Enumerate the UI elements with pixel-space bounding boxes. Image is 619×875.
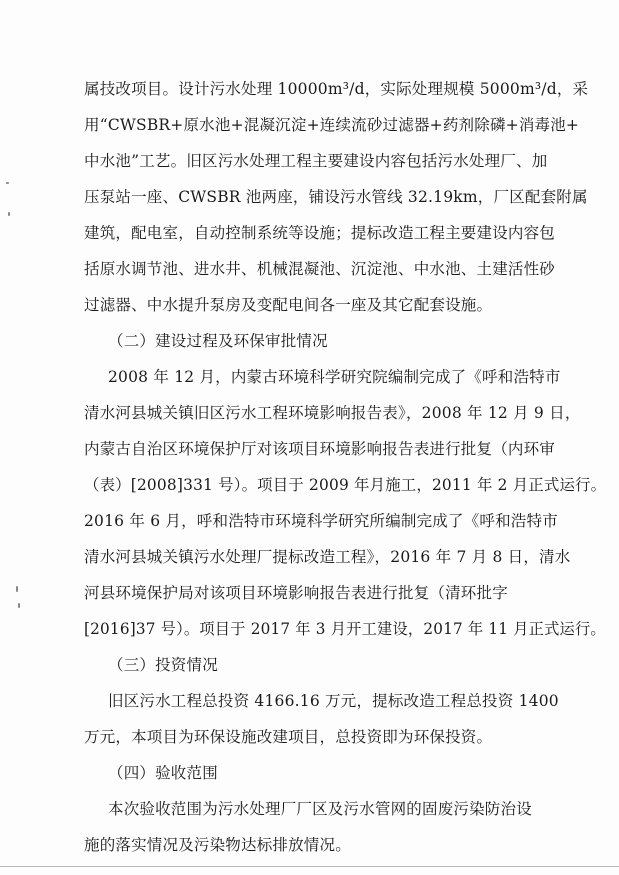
paragraph-line: 清水河县城关镇旧区污水工程环境影响报告表》，2008 年 12 月 9 日，: [84, 404, 581, 422]
scan-mark: [8, 212, 10, 216]
paragraph-line: 压泵站一座、CWSBR 池两座，铺设污水管线 32.19km，厂区配套附属: [84, 188, 588, 206]
section-heading: （三）投资情况: [108, 656, 218, 674]
scan-mark: [6, 182, 9, 184]
paragraph-line: 中水池”工艺。旧区污水处理工程主要建设内容包括污水处理厂、加: [84, 152, 548, 170]
paragraph-line: 清水河县城关镇污水处理厂提标改造工程》，2016 年 7 月 8 日，清水: [84, 548, 571, 566]
paragraph-line: 用“CWSBR+原水池+混凝沉淀+连续流砂过滤器+药剂除磷+消毒池+: [84, 116, 580, 134]
paragraph-line: 2016 年 6 月，呼和浩特市环境科学研究所编制完成了《呼和浩特市: [84, 512, 558, 530]
paragraph-line: 施的落实情况及污染物达标排放情况。: [84, 836, 351, 854]
page-bottom-edge: [0, 866, 619, 867]
paragraph-line: 括原水调节池、进水井、机械混凝池、沉淀池、中水池、土建活性砂: [84, 260, 556, 278]
scan-mark: [18, 603, 20, 608]
paragraph-line: （表）[2008]331 号）。项目于 2009 年月施工，2011 年 2 月正式运行。: [84, 476, 607, 494]
paragraph-line: 旧区污水工程总投资 4166.16 万元，提标改造工程总投资 1400: [108, 692, 559, 710]
section-heading: （四）验收范围: [108, 764, 218, 782]
paragraph-line: 过滤器、中水提升泵房及变配电间各一座及其它配套设施。: [84, 296, 493, 314]
paragraph-line: [2016]37 号）。项目于 2017 年 3 月开工建设，2017 年 11 月正式运行。: [84, 620, 606, 638]
paragraph-line: 河县环境保护局对该项目环境影响报告表进行批复（清环批字: [84, 584, 508, 602]
section-heading: （二）建设过程及环保审批情况: [108, 332, 328, 350]
scan-mark: [16, 586, 18, 592]
paragraph-line: 属技改项目。设计污水处理 10000m³/d，实际处理规模 5000m³/d，采: [84, 80, 589, 98]
paragraph-line: 2008 年 12 月，内蒙古环境科学研究院编制完成了《呼和浩特市: [108, 368, 561, 386]
paragraph-line: 本次验收范围为污水处理厂厂区及污水管网的固废污染防治设: [108, 800, 532, 818]
paragraph-line: 内蒙古自治区环境保护厅对该项目环境影响报告表进行批复（内环审: [84, 440, 556, 458]
paragraph-line: 万元，本项目为环保设施改建项目，总投资即为环保投资。: [84, 728, 493, 746]
paragraph-line: 建筑，配电室，自动控制系统等设施；提标改造工程主要建设内容包: [84, 224, 556, 242]
